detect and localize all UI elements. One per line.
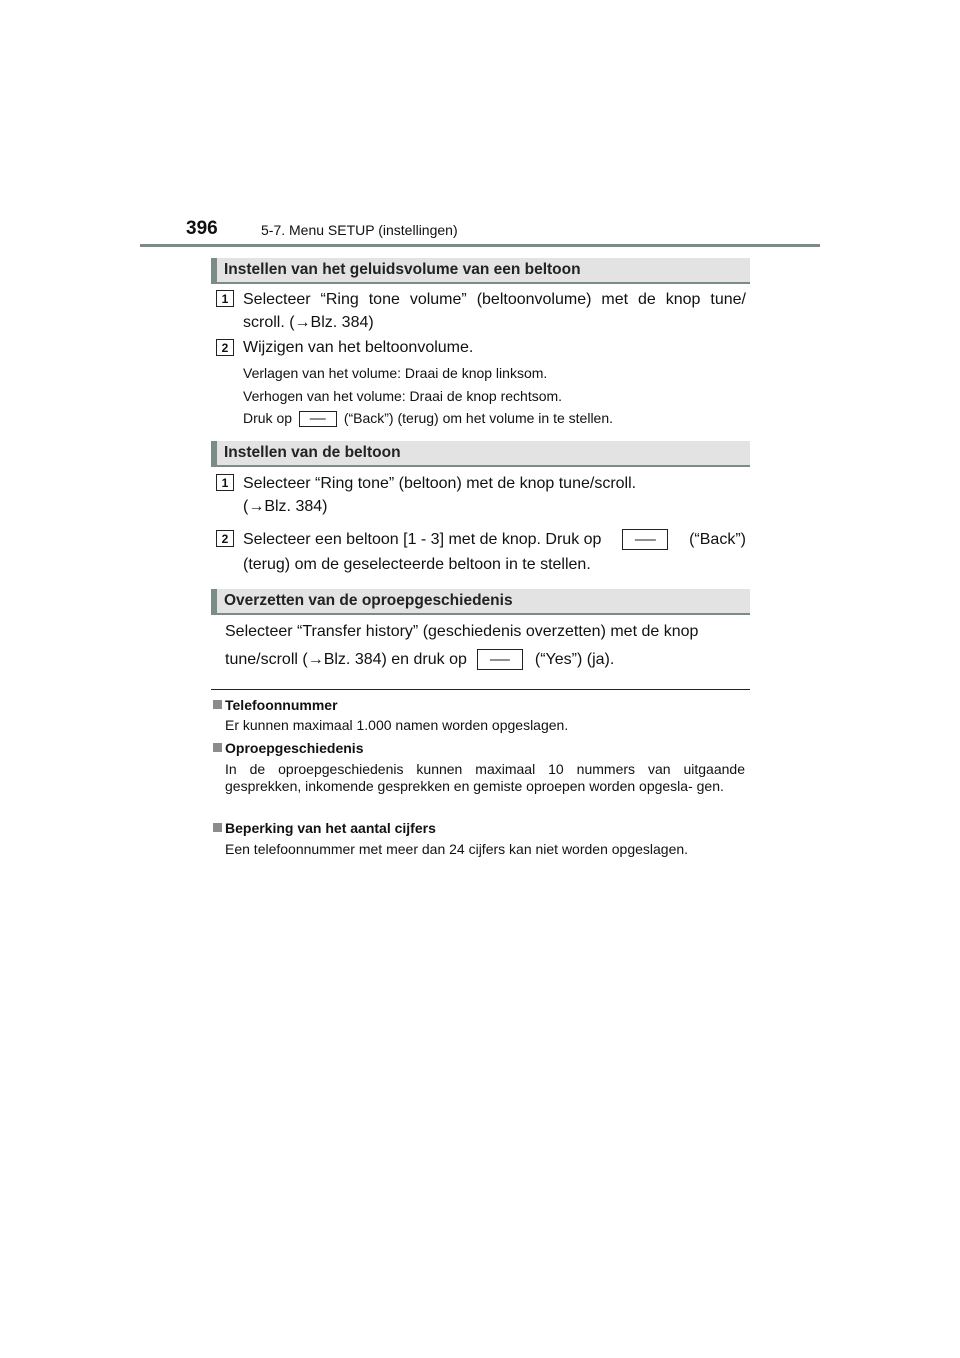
step-number-badge: 2 <box>216 530 234 547</box>
step-text: Selecteer “Ring tone volume” (beltoonvolume) met de knop tune/ scroll. (→Blz. 384) <box>243 291 746 331</box>
step-text-line2: (→Blz. 384) <box>243 498 328 515</box>
transfer-text-after: (“Yes”) (ja). <box>534 651 615 668</box>
press-prefix: Druk op <box>243 410 293 426</box>
step-text-line2: (terug) om de geselecteerde beltoon in te stellen. <box>243 556 591 573</box>
note-title-phone-number: Telefoonnummer <box>213 697 338 713</box>
press-instruction <box>243 410 613 427</box>
note-body: Er kunnen maximaal 1.000 namen worden opgeslagen. <box>225 717 569 733</box>
chapter-title: 5-7. Menu SETUP (instellingen) <box>261 222 458 238</box>
section-title: Instellen van de beltoon <box>224 444 401 461</box>
section-title: Overzetten van de oproepgeschiedenis <box>224 592 513 609</box>
back-button-symbol <box>622 529 668 550</box>
page-number: 396 <box>186 218 218 239</box>
step-text-before: Selecteer een beltoon [1 - 3] met de knop. Druk op <box>243 531 602 548</box>
note-title-call-history: Oproepgeschiedenis <box>213 740 363 756</box>
yes-button-symbol <box>477 649 523 670</box>
square-bullet-icon <box>213 743 222 752</box>
section-heading-ringtone <box>211 441 750 467</box>
transfer-text-line2 <box>225 648 746 671</box>
header-rule <box>140 244 820 247</box>
step-text-line1: Selecteer “Ring tone” (beltoon) met de knop tune/scroll. <box>243 475 637 492</box>
section-heading-ringtone-volume <box>211 258 750 284</box>
section-heading-transfer-history <box>211 589 750 615</box>
detail-text: Verhogen van het volume: Draai de knop rechtsom. <box>243 388 563 404</box>
notes-divider <box>211 689 750 690</box>
step-number-badge: 2 <box>216 339 234 356</box>
back-button-symbol <box>299 411 337 427</box>
step-text-after: (“Back”) <box>689 531 746 548</box>
detail-text: Verlagen van het volume: Draai de knop linksom. <box>243 365 548 381</box>
transfer-text-line1: Selecteer “Transfer history” (geschiedenis overzetten) met de knop <box>225 623 699 640</box>
note-body: In de oproepgeschiedenis kunnen maximaal 10 nummers van uitgaande gesprekken, inkomende gesprekken en gemiste oproepen worden opgesla- gen. <box>225 761 745 794</box>
press-suffix: (“Back”) (terug) om het volume in te stellen. <box>343 410 614 426</box>
step-number-badge: 1 <box>216 290 234 307</box>
note-title-digit-limit: Beperking van het aantal cijfers <box>213 820 436 836</box>
section-title: Instellen van het geluidsvolume van een beltoon <box>224 261 581 278</box>
step-text: Wijzigen van het beltoonvolume. <box>243 339 474 356</box>
note-body: Een telefoonnummer met meer dan 24 cijfers kan niet worden opgeslagen. <box>225 841 689 857</box>
square-bullet-icon <box>213 823 222 832</box>
step-text-line1 <box>243 528 746 551</box>
square-bullet-icon <box>213 700 222 709</box>
step-number-badge: 1 <box>216 474 234 491</box>
transfer-text-before: tune/scroll (→Blz. 384) en druk op <box>225 651 467 668</box>
